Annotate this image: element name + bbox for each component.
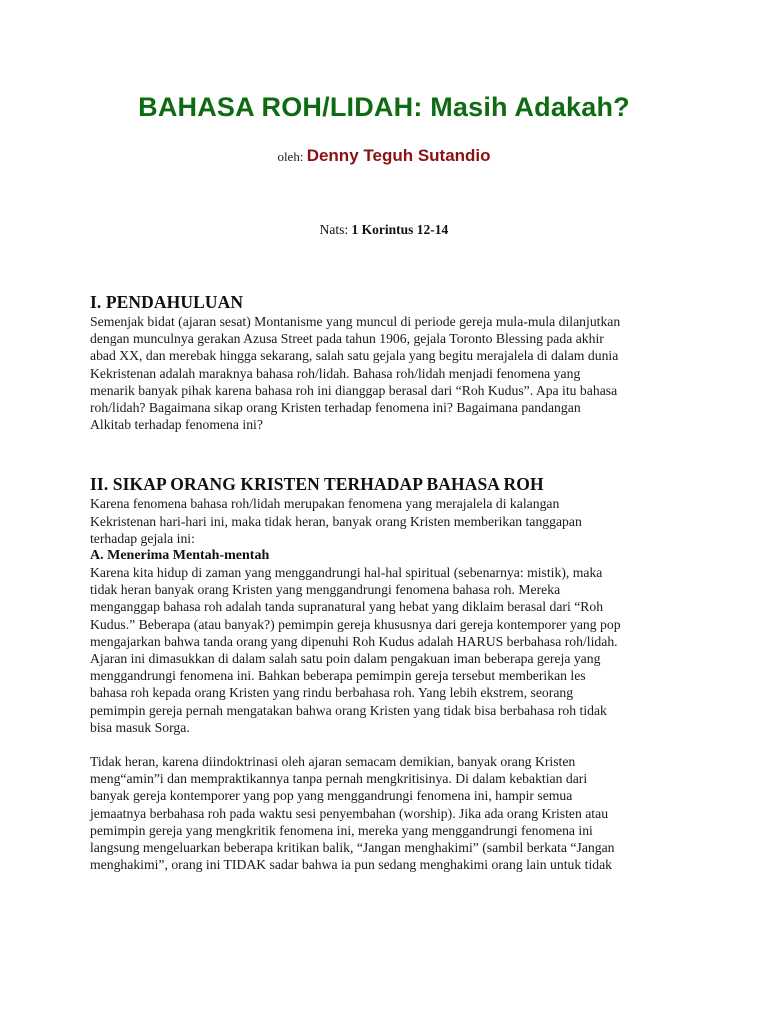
text-line: dengan munculnya gerakan Azusa Street pada tahun 1906, gejala Toronto Blessing pada akhir bbox=[90, 331, 604, 347]
byline bbox=[0, 146, 768, 166]
scripture-reference bbox=[0, 222, 768, 238]
section-heading-pendahuluan: I. PENDAHULUAN bbox=[90, 292, 244, 312]
section-heading-sikap: II. SIKAP ORANG KRISTEN TERHADAP BAHASA ROH bbox=[90, 474, 544, 495]
nats-reference: 1 Korintus 12-14 bbox=[351, 222, 449, 237]
text-line: meng“amin”i dan mempraktikannya tanpa pernah mengkritisinya. Di dalam kebaktian dari bbox=[90, 771, 588, 787]
menerima-paragraph-1 bbox=[90, 564, 690, 736]
text-line: pemimpin gereja yang mengkritik fenomena ini, mereka yang menggandrungi fenomena ini bbox=[90, 822, 593, 838]
text-line: Kudus.” Beberapa (atau banyak?) pemimpin gereja khususnya dari gereja kontemporer yang pop bbox=[90, 616, 621, 632]
text-line: pemimpin gereja pernah mengatakan bahwa orang Kristen yang tidak bisa berbahasa roh tidak bbox=[90, 702, 607, 718]
text-line: roh/lidah? Bagaimana sikap orang Kristen terhadap fenomena ini? Bagaimana pandangan bbox=[90, 400, 581, 416]
text-line: mengajarkan bahwa tanda orang yang dipenuhi Roh Kudus adalah HARUS berbahasa roh/lidah. bbox=[90, 633, 618, 649]
text-line: Karena kita hidup di zaman yang menggandrungi hal-hal spiritual (sebenarnya: mistik), maka bbox=[90, 565, 603, 581]
document-body bbox=[90, 291, 690, 873]
text-line: jemaatnya berbahasa roh pada waktu sesi penyembahan (worship). Jika ada orang Kristen atau bbox=[90, 805, 609, 821]
text-line: bahasa roh kepada orang Kristen yang rindu berbahasa roh. Yang lebih ekstrem, seorang bbox=[90, 685, 574, 701]
nats-label: Nats: bbox=[319, 222, 352, 237]
text-line: Kekristenan hari-hari ini, maka tidak heran, banyak orang Kristen memberikan tanggapan bbox=[90, 513, 582, 529]
text-line: menarik banyak pihak karena bahasa roh ini dianggap berasal dari “Roh Kudus”. Apa itu bahasa bbox=[90, 382, 618, 398]
text-line: bisa masuk Sorga. bbox=[90, 719, 190, 735]
text-line: langsung mengeluarkan beberapa kritikan balik, “Jangan menghakimi” (sambil berkata “Jangan bbox=[90, 840, 615, 856]
text-line: Ajaran ini dimasukkan di dalam salah satu poin dalam pengakuan iman beberapa gereja yang bbox=[90, 651, 601, 667]
text-line: Alkitab terhadap fenomena ini? bbox=[90, 417, 263, 433]
spacer bbox=[90, 736, 690, 753]
spacer bbox=[90, 433, 690, 473]
text-line: menggandrungi fenomena ini. Bahkan beberapa pemimpin gereja tersebut memberikan les bbox=[90, 668, 586, 684]
subheading-menerima: A. Menerima Mentah-mentah bbox=[90, 548, 270, 564]
text-line: menghakimi”, orang ini TIDAK sadar bahwa ia pun sedang menghakimi orang lain untuk tidak bbox=[90, 857, 613, 873]
text-line: menganggap bahasa roh adalah tanda supranatural yang hebat yang diklaim berasal dari “Roh bbox=[90, 599, 604, 615]
text-line: Karena fenomena bahasa roh/lidah merupakan fenomena yang merajalela di kalangan bbox=[90, 496, 560, 512]
text-line: Tidak heran, karena diindoktrinasi oleh ajaran semacam demikian, banyak orang Kristen bbox=[90, 754, 576, 770]
author-name: Denny Teguh Sutandio bbox=[306, 146, 491, 165]
document-title: BAHASA ROH/LIDAH: Masih Adakah? bbox=[138, 92, 630, 122]
text-line: tidak heran banyak orang Kristen yang menggandrungi fenomena bahasa roh. Mereka bbox=[90, 582, 561, 598]
text-line: Semenjak bidat (ajaran sesat) Montanisme yang muncul di periode gereja mula-mula dilanjutkan bbox=[90, 314, 621, 329]
byline-label: oleh: bbox=[277, 149, 307, 164]
pendahuluan-paragraph bbox=[90, 313, 690, 433]
text-line: banyak gereja kontemporer yang pop yang menggandrungi fenomena ini, hampir semua bbox=[90, 788, 573, 804]
text-line: Kekristenan adalah maraknya bahasa roh/lidah. Bahasa roh/lidah menjadi fenomena yang bbox=[90, 365, 581, 381]
menerima-paragraph-2 bbox=[90, 753, 690, 873]
text-line: terhadap gejala ini: bbox=[90, 530, 195, 546]
text-line: abad XX, dan merebak hingga sekarang, salah satu gejala yang begitu merajalela di dalam dunia bbox=[90, 348, 619, 364]
sikap-intro-paragraph bbox=[90, 495, 690, 547]
